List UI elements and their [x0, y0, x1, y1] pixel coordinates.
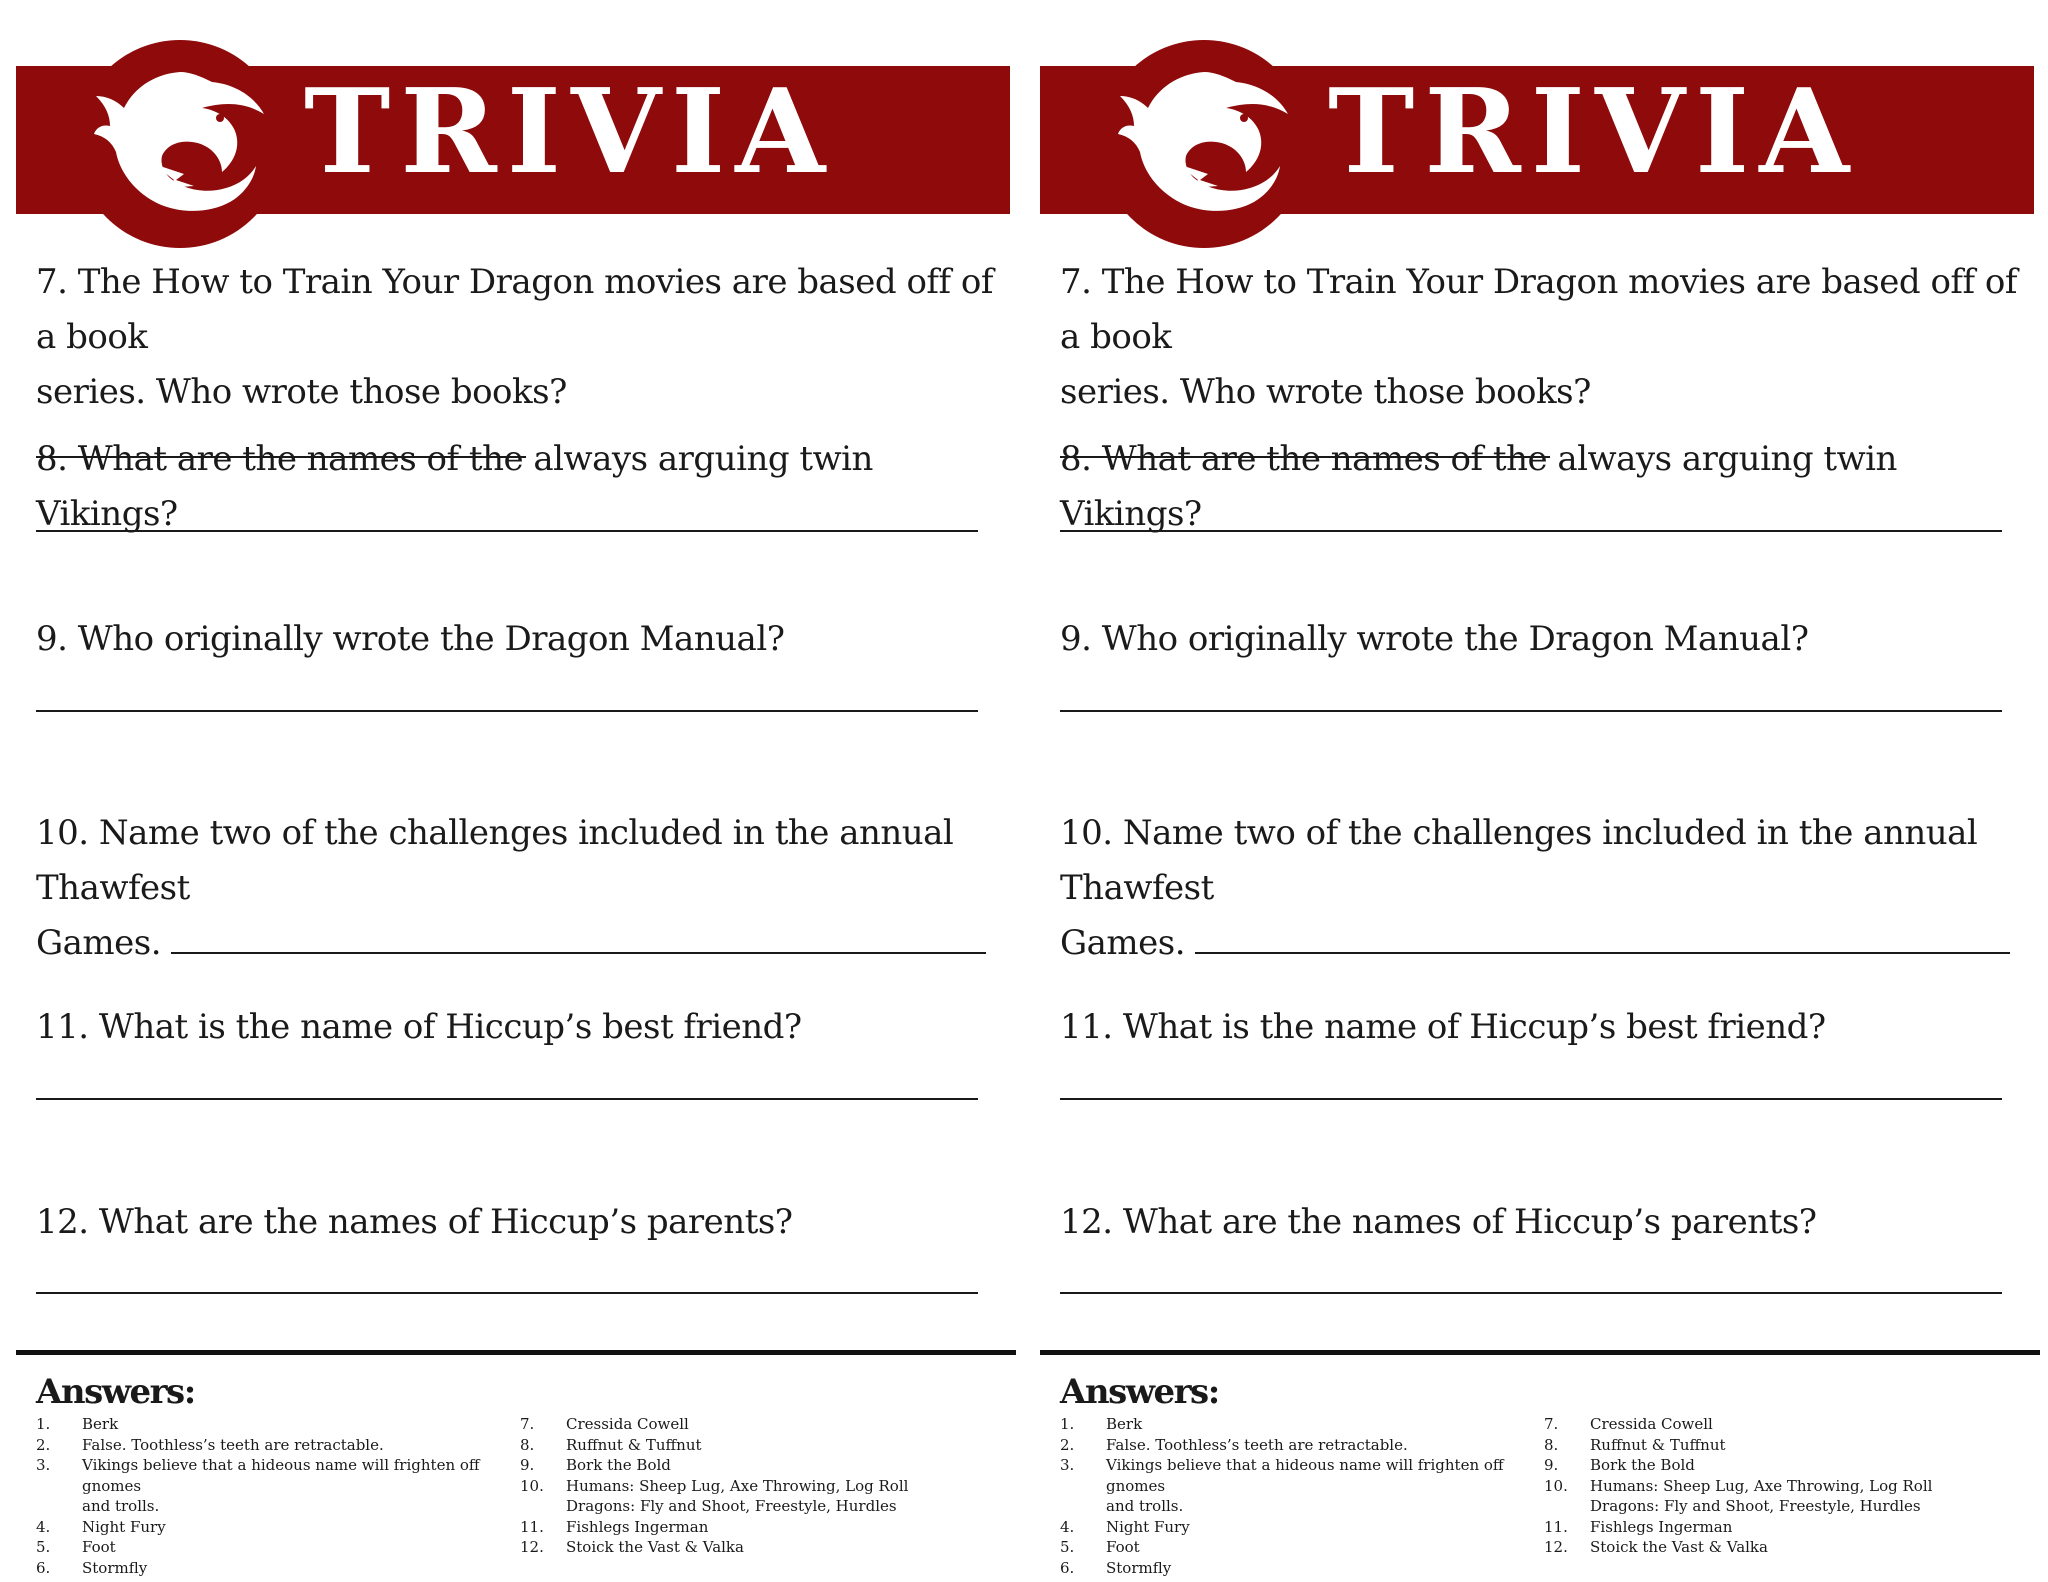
question-7-line1: 7. The How to Train Your Dragon movies are based off of a book [1060, 262, 2017, 357]
answer-11-line[interactable] [36, 1098, 978, 1100]
answer-9-line[interactable] [36, 710, 978, 712]
answers-list-right [520, 1414, 990, 1558]
answer-item: 7. Cressida Cowell [520, 1415, 689, 1433]
answer-12-line[interactable] [1060, 1292, 2002, 1294]
answer-item: 7. Cressida Cowell [1544, 1415, 1713, 1433]
answer-item: 10. Humans: Sheep Lug, Axe Throwing, Log Roll [1544, 1476, 1933, 1495]
answer-item: 2. False. Toothless’s teeth are retractable. [36, 1435, 384, 1454]
question-12: 12. What are the names of Hiccup’s parents? [36, 1202, 793, 1242]
answer-11-line[interactable] [1060, 1098, 2002, 1100]
question-7-line2: series. Who wrote those books? [1060, 372, 1591, 412]
answer-item: 12. Stoick the Vast & Valka [520, 1538, 744, 1556]
answer-10-field[interactable] [1195, 922, 2010, 954]
answer-item: 8. Ruffnut & Tuffnut [520, 1435, 702, 1454]
question-9: 9. Who originally wrote the Dragon Manual? [1060, 619, 1809, 659]
answer-item: 4. Night Fury [36, 1517, 166, 1536]
answers-heading: Answers: [36, 1372, 195, 1412]
question-7-line2: series. Who wrote those books? [36, 372, 567, 412]
answer-item: 9. Bork the Bold [520, 1456, 671, 1474]
trivia-sheet-left [16, 0, 1016, 1582]
answer-item: 3. Vikings believe that a hideous name will frighten off gnomes [36, 1456, 480, 1495]
answers-heading: Answers: [1060, 1372, 1219, 1412]
question-9: 9. Who originally wrote the Dragon Manual? [36, 619, 785, 659]
answer-item: 4. Night Fury [1060, 1517, 1190, 1536]
answer-8-line[interactable] [36, 530, 978, 532]
sheet-title: TRIVIA [1328, 64, 1860, 200]
question-10 [1060, 806, 2032, 971]
answer-item: 1. Berk [1060, 1415, 1143, 1433]
answers-divider [1040, 1350, 2040, 1355]
question-10-line1: 10. Name two of the challenges included in the annual Thawfest [36, 813, 954, 908]
answer-12-line[interactable] [36, 1292, 978, 1294]
answers-list-right [1544, 1414, 2014, 1558]
answer-item: 3. Vikings believe that a hideous name will frighten off gnomes [1060, 1456, 1504, 1495]
dragon-emblem-icon [1118, 62, 1290, 226]
emblem-circle [76, 40, 284, 248]
answer-item: Dragons: Fly and Shoot, Freestyle, Hurdles [566, 1497, 897, 1515]
answer-item: 9. Bork the Bold [1544, 1456, 1695, 1474]
answer-item: Dragons: Fly and Shoot, Freestyle, Hurdles [1590, 1497, 1921, 1515]
answer-item: 6. Stormfly [1060, 1558, 1172, 1577]
answer-item: 6. Stormfly [36, 1558, 148, 1577]
question-10-line2: Games. [1060, 923, 1186, 963]
question-10-line1: 10. Name two of the challenges included in the annual Thawfest [1060, 813, 1978, 908]
answer-item: 8. Ruffnut & Tuffnut [1544, 1435, 1726, 1454]
sheet-title: TRIVIA [304, 64, 836, 200]
answer-item: 5. Foot [1060, 1538, 1140, 1556]
emblem-circle [1100, 40, 1308, 248]
question-10-line2: Games. [36, 923, 162, 963]
answer-item: 5. Foot [36, 1538, 116, 1556]
question-7-line1: 7. The How to Train Your Dragon movies are based off of a book [36, 262, 993, 357]
question-11: 11. What is the name of Hiccup’s best friend? [36, 1007, 802, 1047]
answer-item: 2. False. Toothless’s teeth are retractable. [1060, 1435, 1408, 1454]
answer-item: and trolls. [1106, 1497, 1184, 1515]
trivia-sheet-right [1040, 0, 2040, 1582]
question-11: 11. What is the name of Hiccup’s best friend? [1060, 1007, 1826, 1047]
question-8: 8. What are the names of the always arguing twin Vikings? [1060, 439, 1897, 534]
answer-item: 1. Berk [36, 1415, 119, 1433]
question-8: 8. What are the names of the always arguing twin Vikings? [36, 439, 873, 534]
answer-item: 12. Stoick the Vast & Valka [1544, 1538, 1768, 1556]
answer-item: 11. Fishlegs Ingerman [520, 1517, 709, 1536]
answer-9-line[interactable] [1060, 710, 2002, 712]
answer-10-field[interactable] [171, 922, 986, 954]
answer-8-line[interactable] [1060, 530, 2002, 532]
answer-item: 10. Humans: Sheep Lug, Axe Throwing, Log Roll [520, 1476, 909, 1495]
answers-list-left [1060, 1414, 1530, 1578]
answer-item: and trolls. [82, 1497, 160, 1515]
question-10 [36, 806, 1008, 971]
answer-item: 11. Fishlegs Ingerman [1544, 1517, 1733, 1536]
dragon-emblem-icon [94, 62, 266, 226]
answers-list-left [36, 1414, 506, 1578]
question-12: 12. What are the names of Hiccup’s parents? [1060, 1202, 1817, 1242]
answers-divider [16, 1350, 1016, 1355]
